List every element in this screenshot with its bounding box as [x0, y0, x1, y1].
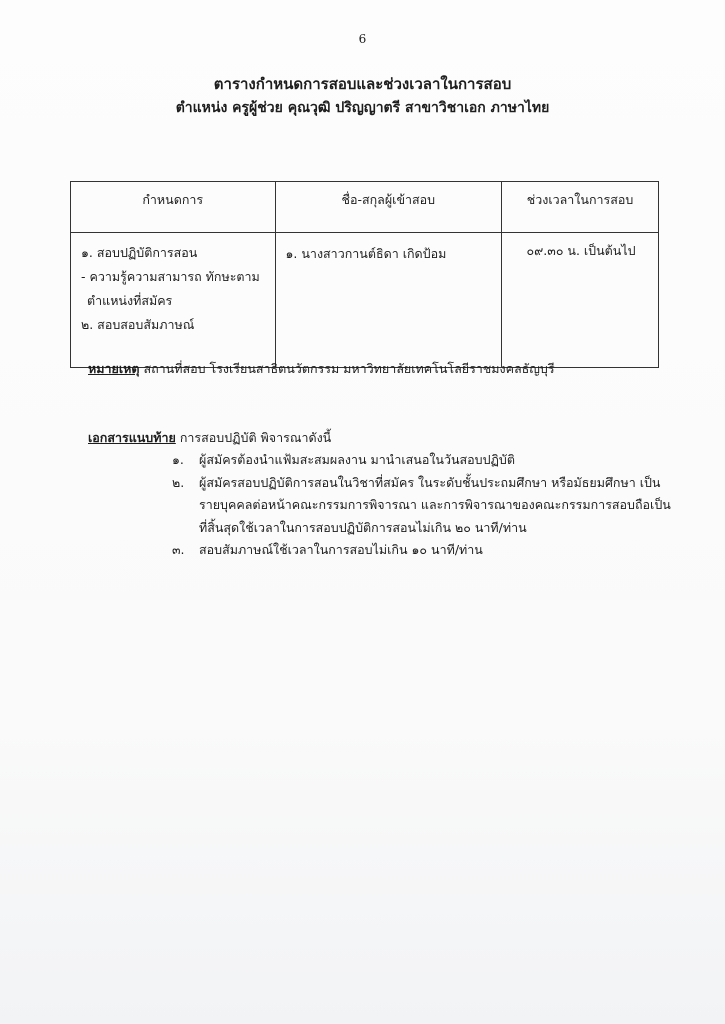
- candidate-name: ๑. นางสาวกานต์ธิดา เกิดป้อม: [285, 246, 447, 261]
- attachment-heading: [88, 428, 331, 448]
- table-header-row: [71, 182, 659, 233]
- document-title: ตารางกำหนดการสอบและช่วงเวลาในการสอบ: [213, 75, 512, 93]
- header-schedule: กำหนดการ: [71, 182, 276, 233]
- schedule-line: ๒. สอบสอบสัมภาษณ์: [81, 317, 195, 332]
- list-item-number: ๓.: [172, 542, 185, 557]
- time-cell: [502, 233, 659, 368]
- list-item-continuation: รายบุคคลต่อหน้าคณะกรรมการพิจารณา และการพิจารณาของคณะกรรมการสอบถือเป็น: [199, 497, 671, 512]
- attachment-intro: การสอบปฏิบัติ พิจารณาดังนี้: [179, 430, 332, 445]
- list-item-number: ๑.: [172, 452, 184, 467]
- schedule-cell: [71, 233, 276, 368]
- list-item-number: ๒.: [172, 474, 185, 490]
- candidate-cell: [275, 233, 502, 368]
- table-row: [71, 233, 659, 368]
- list-item: [172, 472, 672, 495]
- document-subtitle: ตำแหน่ง ครูผู้ช่วย คุณวุฒิ ปริญญาตรี สาขาวิชาเอก ภาษาไทย: [175, 100, 550, 116]
- remark-label: หมายเหตุ: [88, 361, 140, 376]
- schedule-line: ๑. สอบปฏิบัติการสอน: [81, 245, 198, 260]
- list-item-continuation: ที่สิ้นสุดใช้เวลาในการสอบปฏิบัติการสอนไม่เกิน ๒๐ นาที/ท่าน: [199, 519, 527, 535]
- list-item-text: ผู้สมัครสอบปฏิบัติการสอนในวิชาที่สมัคร ในระดับชั้นประถมศึกษา หรือมัธยมศึกษา เป็น: [199, 474, 661, 490]
- exam-schedule-table: [70, 181, 659, 368]
- list-item: [172, 539, 672, 562]
- header-candidate-name: ชื่อ-สกุลผู้เข้าสอบ: [275, 182, 502, 233]
- page-number: 6: [358, 32, 367, 46]
- list-item: [172, 449, 672, 472]
- remark: [88, 359, 555, 379]
- list-item-text: ผู้สมัครต้องนำแฟ้มสะสมผลงาน มานำเสนอในวันสอบปฏิบัติ: [199, 452, 515, 467]
- remark-text: สถานที่สอบ โรงเรียนสาธิตนวัตกรรม มหาวิทยาลัยเทคโนโลยีราชมงคลธัญบุรี: [143, 361, 555, 376]
- exam-time: ๐๙.๓๐ น. เป็นต้นไป: [526, 243, 636, 258]
- schedule-line: ตำแหน่งที่สมัคร: [87, 293, 173, 308]
- list-item-text: สอบสัมภาษณ์ใช้เวลาในการสอบไม่เกิน ๑๐ นาที/ท่าน: [199, 542, 483, 557]
- attachment-label: เอกสารแนบท้าย: [88, 430, 176, 445]
- schedule-line: - ความรู้ความสามารถ ทักษะตาม: [81, 269, 260, 284]
- header-exam-time: ช่วงเวลาในการสอบ: [502, 182, 659, 233]
- attachment-list: [172, 449, 672, 562]
